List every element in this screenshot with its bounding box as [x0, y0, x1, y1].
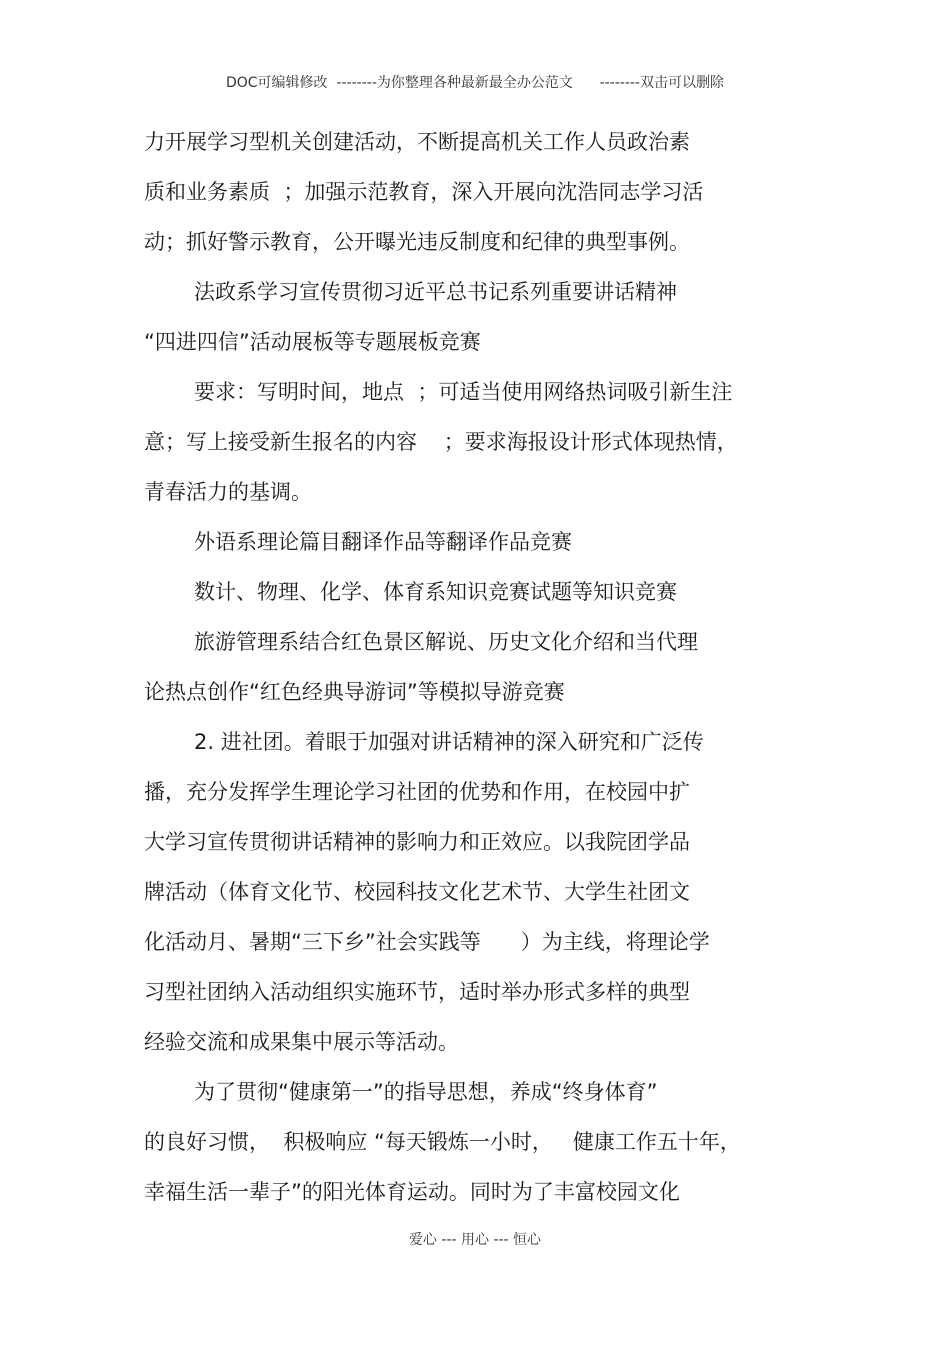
text-line: “四进四信”活动展板等专题展板竞赛: [144, 330, 481, 354]
text-line: 2. 进社团。着眼于加强对讲话精神的深入研究和广泛传: [194, 730, 704, 754]
text-line: 习型社团纳入活动组织实施环节，适时举办形式多样的典型: [144, 980, 690, 1004]
text-line: 外语系理论篇目翻译作品等翻译作品竞赛: [194, 530, 572, 554]
text-line: 法政系学习宣传贯彻习近平总书记系列重要讲话精神: [194, 280, 677, 304]
page-footer: 爱心 --- 用心 --- 恒心: [408, 1232, 542, 1248]
text-line: 的良好习惯， 积极响应 “每天锻炼一小时， 健康工作五十年，: [144, 1130, 741, 1154]
text-line: 大学习宣传贯彻讲话精神的影响力和正效应。以我院团学品: [144, 830, 690, 854]
text-line: 数计、物理、化学、体育系知识竞赛试题等知识竞赛: [194, 580, 677, 604]
text-line: 旅游管理系结合红色景区解说、历史文化介绍和当代理: [194, 630, 698, 654]
text-line: 质和业务素质 ；加强示范教育，深入开展向沈浩同志学习活: [144, 180, 704, 204]
document-body: [144, 124, 804, 1224]
text-line: 牌活动（体育文化节、校园科技文化艺术节、大学生社团文: [144, 880, 690, 904]
text-line: 为了贯彻“健康第一”的指导思想，养成“终身体育”: [194, 1080, 658, 1104]
text-line: 论热点创作“红色经典导游词”等模拟导游竞赛: [144, 680, 565, 704]
text-line: 幸福生活一辈子”的阳光体育运动。同时为了丰富校园文化: [144, 1180, 680, 1204]
text-line: 动；抓好警示教育，公开曝光违反制度和纪律的典型事例。: [144, 230, 690, 254]
text-line: 青春活力的基调。: [144, 480, 312, 504]
text-line: 播，充分发挥学生理论学习社团的优势和作用，在校园中扩: [144, 780, 690, 804]
text-line: 化活动月、暑期“三下乡”社会实践等 ）为主线，将理论学: [144, 930, 710, 954]
text-line: 经验交流和成果集中展示等活动。: [144, 1030, 459, 1054]
text-line: 力开展学习型机关创建活动，不断提高机关工作人员政治素: [144, 130, 690, 154]
text-line: 意；写上接受新生报名的内容 ；要求海报设计形式体现热情，: [144, 430, 738, 454]
page-header: DOC可编辑修改 --------为你整理各种最新最全办公范文 --------双击可以删除: [225, 75, 724, 91]
text-line: 要求：写明时间，地点 ；可适当使用网络热词吸引新生注: [194, 380, 733, 404]
